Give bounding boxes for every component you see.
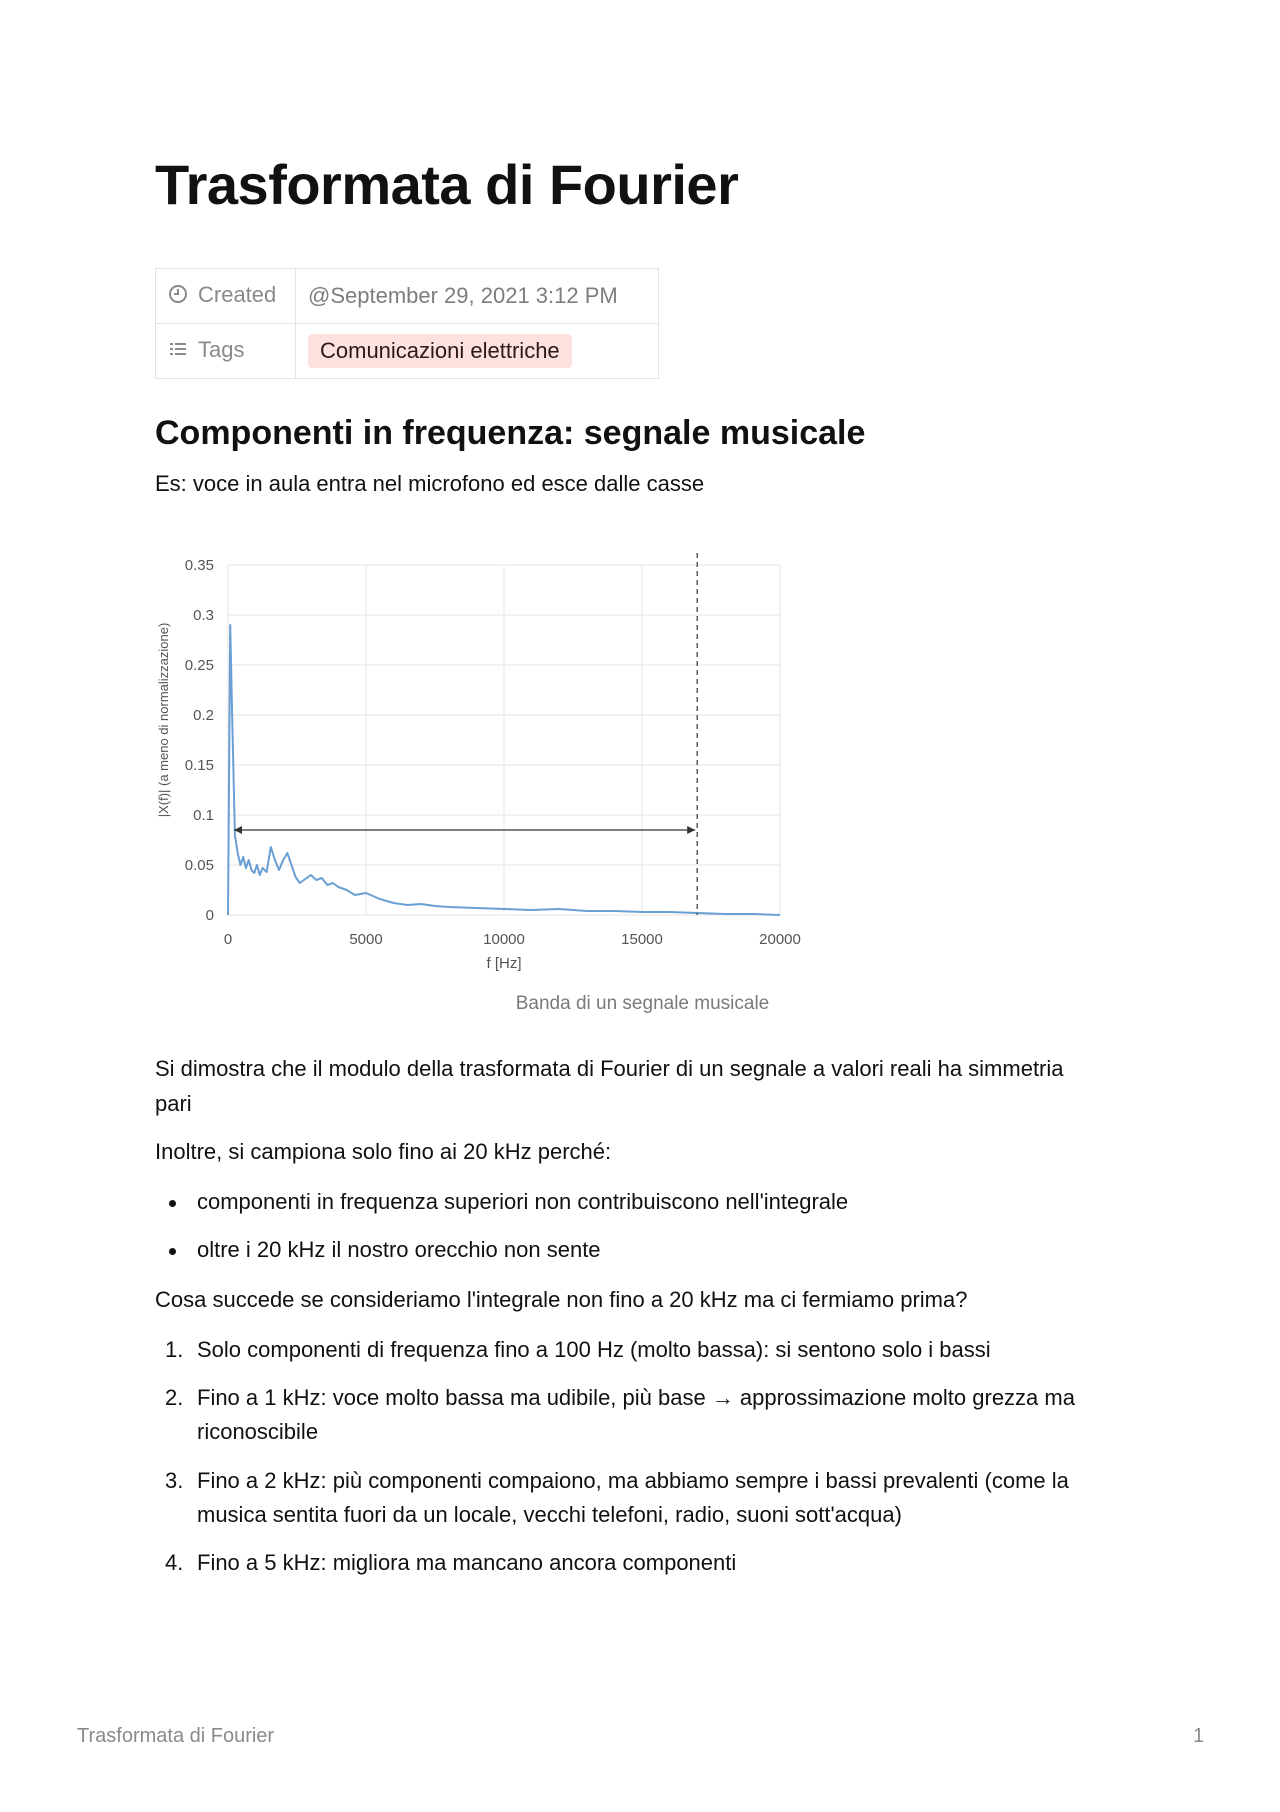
bullet-dot: [169, 1200, 176, 1207]
property-row-tags: [156, 324, 659, 379]
item-text: Fino a 1 kHz: voce molto bassa ma udibile, più base → approssimazione molto grezza ma: [197, 1385, 1075, 1410]
chart-canvas: [156, 540, 980, 980]
clock-icon: [168, 284, 190, 310]
created-value: @September 29, 2021 3:12 PM: [296, 269, 659, 324]
bullet-text: oltre i 20 kHz il nostro orecchio non sente: [197, 1237, 601, 1262]
spectrum-chart: [156, 540, 980, 980]
y-tick-label: 0.3: [193, 607, 214, 624]
paragraph-sampling: Inoltre, si campiona solo fino ai 20 kHz perché:: [155, 1139, 612, 1164]
item-number: 3.: [165, 1468, 184, 1493]
item-text-cont: riconoscibile: [197, 1419, 319, 1444]
x-tick-label: 20000: [759, 931, 801, 948]
x-axis-label: f [Hz]: [486, 955, 522, 972]
properties-table: [155, 268, 659, 379]
y-tick-label: 0.35: [184, 557, 214, 574]
tag-badge[interactable]: Comunicazioni elettriche: [308, 334, 572, 368]
y-tick-label: 0.15: [184, 757, 214, 774]
tags-value: [296, 324, 659, 379]
y-tick-label: 0.1: [193, 807, 214, 824]
y-tick-label: 0.2: [193, 707, 214, 724]
x-tick-label: 5000: [349, 931, 383, 948]
property-row-created: [156, 269, 659, 324]
item-number: 1.: [165, 1337, 184, 1362]
paragraph-question: Cosa succede se consideriamo l'integrale non fino a 20 kHz ma ci fermiamo prima?: [155, 1287, 968, 1312]
footer-page-number: 1: [1193, 1725, 1205, 1747]
item-text: Fino a 5 kHz: migliora ma mancano ancora componenti: [197, 1550, 737, 1575]
y-tick-label: 0.05: [184, 857, 214, 874]
property-key-tags: [156, 324, 296, 379]
footer-title: Trasformata di Fourier: [77, 1725, 275, 1747]
property-key-created: [156, 269, 296, 324]
section-heading: Componenti in frequenza: segnale musicale: [155, 414, 866, 452]
paragraph-symmetry-cont: pari: [155, 1091, 192, 1116]
x-tick-label: 10000: [483, 931, 525, 948]
bullet-text: componenti in frequenza superiori non contribuiscono nell'integrale: [197, 1189, 849, 1214]
band-arrow-head-right: [687, 826, 695, 834]
y-tick-label: 0: [205, 907, 214, 924]
item-text: Fino a 2 kHz: più componenti compaiono, ma abbiamo sempre i bassi prevalenti (come la: [197, 1468, 1069, 1493]
item-number: 4.: [165, 1550, 184, 1575]
paragraph-symmetry: Si dimostra che il modulo della trasformata di Fourier di un segnale a valori reali ha simmetria: [155, 1056, 1064, 1081]
y-axis-label: |X(f)| (a meno di normalizzazione): [156, 622, 171, 818]
item-number: 2.: [165, 1385, 184, 1410]
figure-caption: Banda di un segnale musicale: [515, 993, 770, 1014]
y-tick-label: 0.25: [184, 657, 214, 674]
created-label: Created: [198, 282, 277, 308]
item-text: Solo componenti di frequenza fino a 100 Hz (molto bassa): si sentono solo i bassi: [197, 1337, 991, 1362]
x-tick-label: 0: [223, 931, 233, 948]
bullet-dot: [169, 1248, 176, 1255]
list-icon: [168, 339, 190, 365]
x-tick-label: 15000: [621, 931, 663, 948]
intro-text: Es: voce in aula entra nel microfono ed esce dalle casse: [155, 471, 705, 496]
tags-label: Tags: [198, 337, 245, 363]
page-title: Trasformata di Fourier: [155, 153, 739, 216]
item-text-cont: musica sentita fuori da un locale, vecchi telefoni, radio, suoni sott'acqua): [197, 1502, 902, 1527]
